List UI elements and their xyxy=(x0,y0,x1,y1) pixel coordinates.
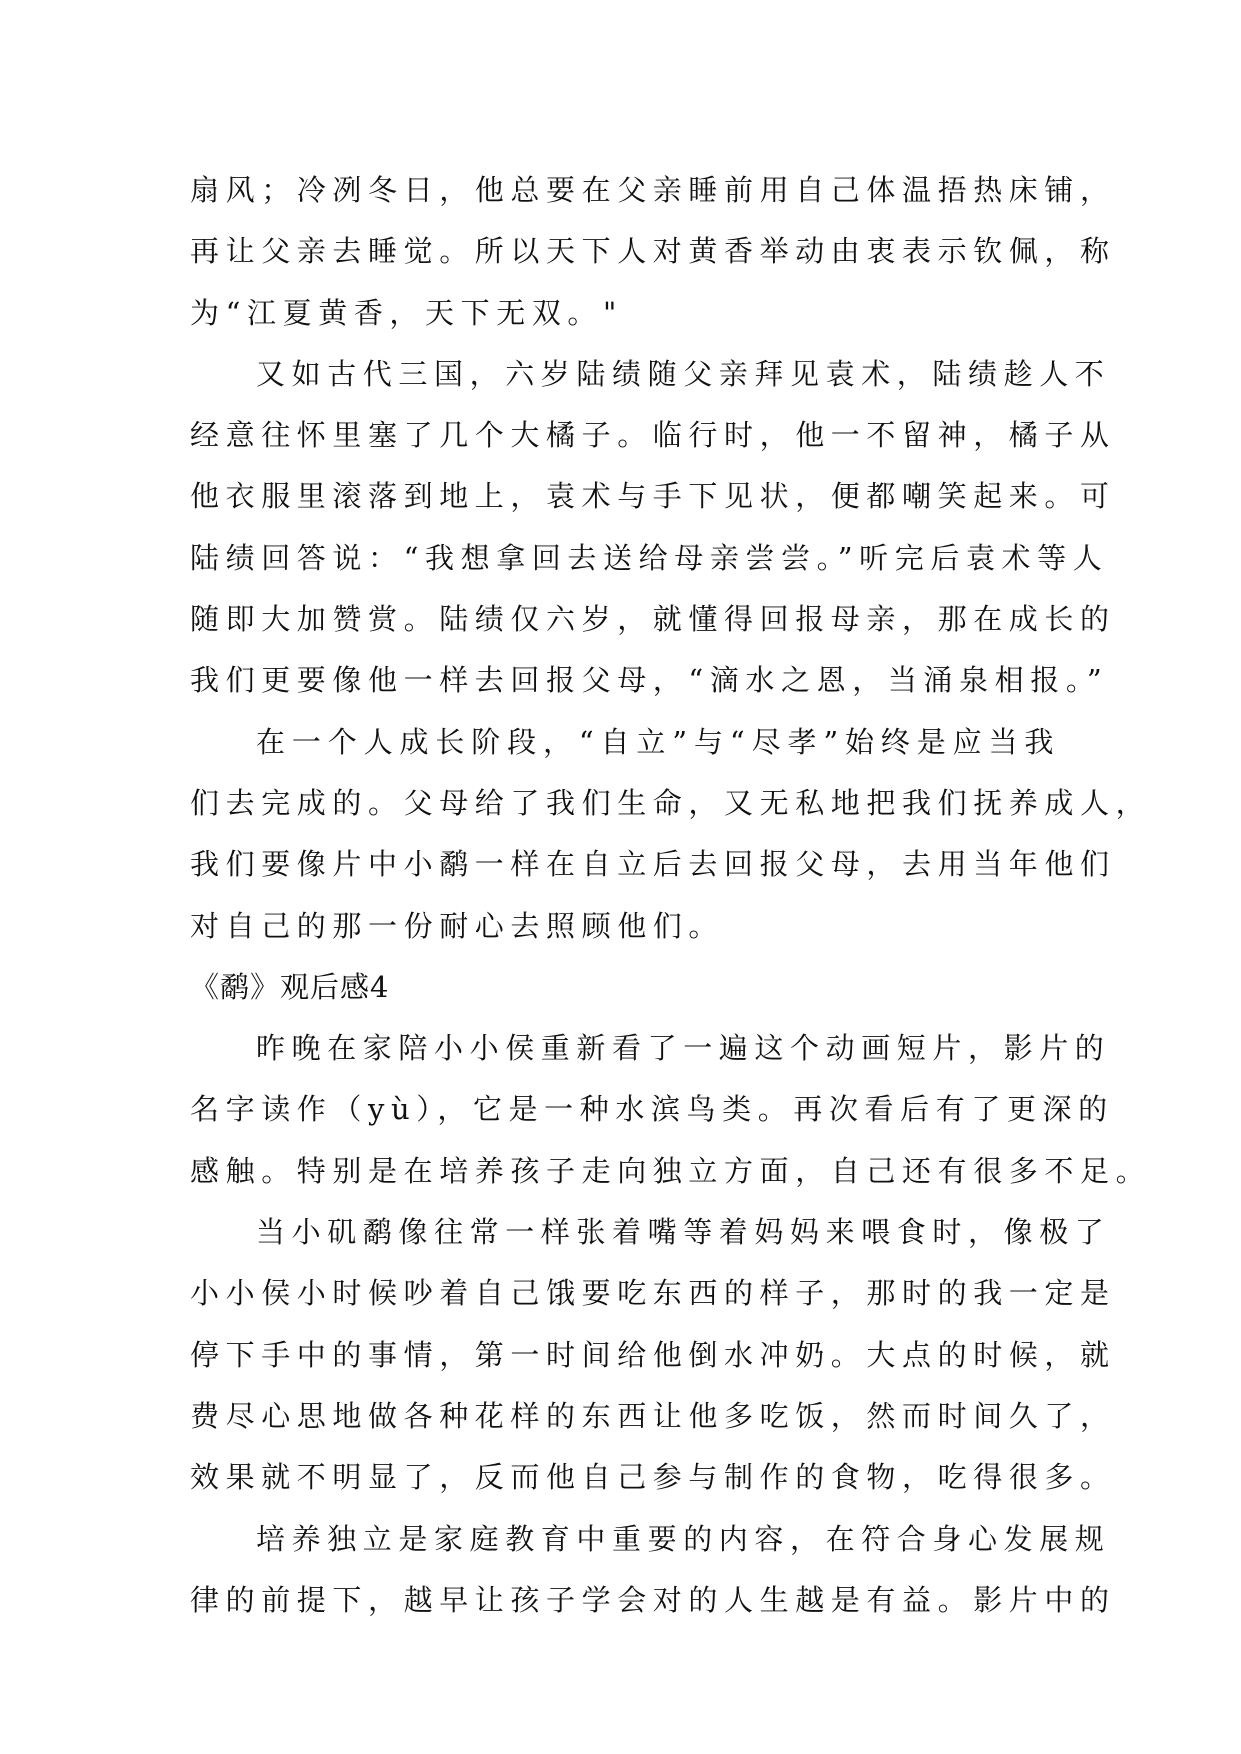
text-line: 培养独立是家庭教育中重要的内容，在符合身心发展规 xyxy=(256,1521,1111,1556)
text-line: 在一个人成长阶段，“自立”与“尽孝”始终是应当我 xyxy=(256,724,1060,759)
text-line: 小小侯小时候吵着自己饿要吃东西的样子，那时的我一定是 xyxy=(190,1276,1116,1311)
paragraph-block-1 xyxy=(190,160,1152,957)
document-body xyxy=(190,160,1152,1631)
text-line: 当小矶鹬像往常一样张着嘴等着妈妈来喂食时，像极了 xyxy=(256,1215,1111,1250)
text-line: 我们更要像他一样去回报父母，“滴水之恩，当涌泉相报。” xyxy=(190,663,1109,698)
text-line: 为“江夏黄香，天下无双。" xyxy=(190,295,623,330)
text-line: 感触。特别是在培养孩子走向独立方面，自己还有很多不足。 xyxy=(190,1153,1152,1188)
text-line: 又如古代三国，六岁陆绩随父亲拜见袁术，陆绩趁人不 xyxy=(256,356,1111,391)
text-line: 停下手中的事情，第一时间给他倒水冲奶。大点的时候，就 xyxy=(190,1337,1116,1372)
text-line: 效果就不明显了，反而他自己参与制作的食物，吃得很多。 xyxy=(190,1460,1116,1495)
text-line: 再让父亲去睡觉。所以天下人对黄香举动由衷表示钦佩，称 xyxy=(190,234,1116,269)
section-title: 《鹬》观后感4 xyxy=(190,969,390,1004)
text-line: 费尽心思地做各种花样的东西让他多吃饭，然而时间久了， xyxy=(190,1398,1116,1433)
text-line: 名字读作（yù），它是一种水滨鸟类。再次看后有了更深的 xyxy=(190,1092,1114,1127)
text-line: 律的前提下，越早让孩子学会对的人生越是有益。影片中的 xyxy=(190,1582,1116,1617)
text-line: 随即大加赞赏。陆绩仅六岁，就懂得回报母亲，那在成长的 xyxy=(190,602,1116,637)
text-line: 昨晚在家陪小小侯重新看了一遍这个动画短片，影片的 xyxy=(256,1031,1111,1066)
text-line: 对自己的那一份耐心去照顾他们。 xyxy=(190,908,725,943)
text-line: 们去完成的。父母给了我们生命，又无私地把我们抚养成人， xyxy=(190,785,1152,820)
text-line: 经意往怀里塞了几个大橘子。临行时，他一不留神，橘子从 xyxy=(190,418,1116,453)
text-line: 我们要像片中小鹬一样在自立后去回报父母，去用当年他们 xyxy=(190,847,1116,882)
text-line: 扇风；冷冽冬日，他总要在父亲睡前用自己体温捂热床铺， xyxy=(190,173,1116,207)
text-line: 他衣服里滚落到地上，袁术与手下见状，便都嘲笑起来。可 xyxy=(190,479,1116,514)
text-line: 陆绩回答说：“我想拿回去送给母亲尝尝。”听完后袁术等人 xyxy=(190,540,1109,575)
paragraph-block-2 xyxy=(190,1018,1152,1631)
